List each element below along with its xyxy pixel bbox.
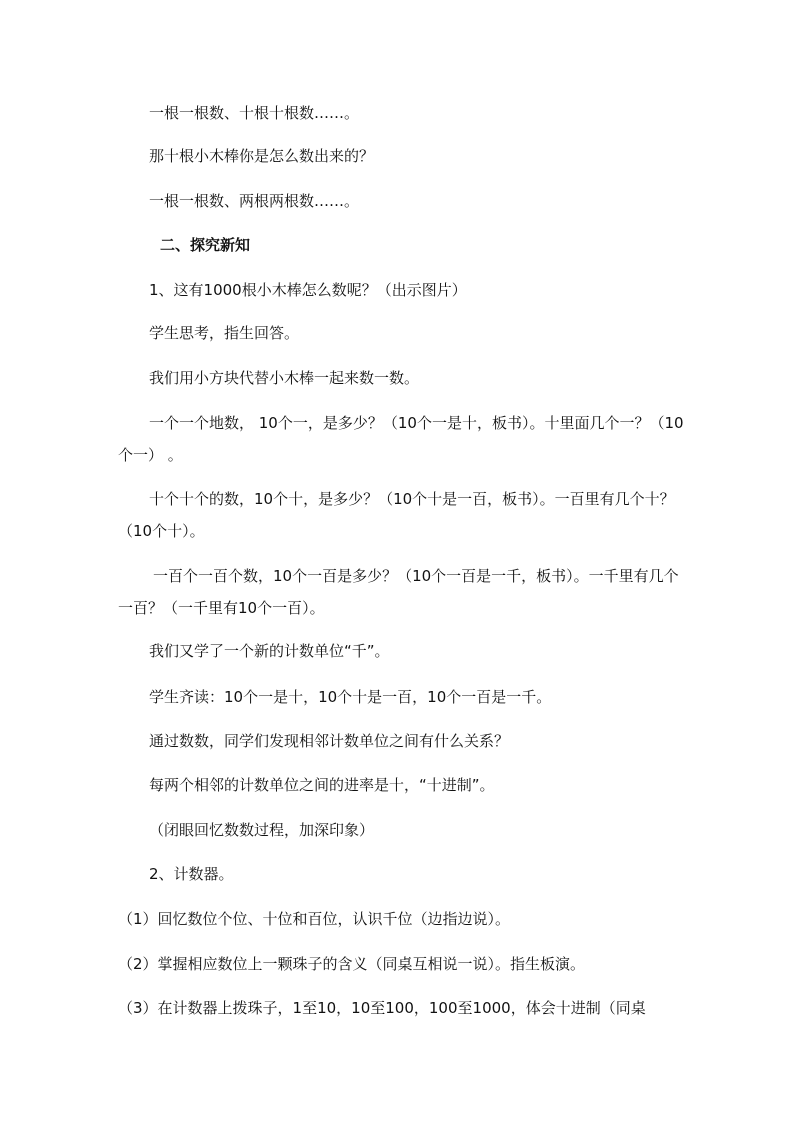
paragraph-unit-relationship: 通过数数，同学们发现相邻计数单位之间有什么关系？ <box>149 732 510 750</box>
section-heading-explore: 二、探究新知 <box>160 236 251 254</box>
paragraph-counting-sticks: 一根一根数、十根十根数……。 <box>149 104 360 122</box>
paragraph-count-by-ones: 一个一个地数， 10个一，是多少？（10个一是十，板书）。十里面几个一？（10个一） 。 <box>118 414 684 464</box>
paragraph-decimal-system: 每两个相邻的计数单位之间的进率是十，“十进制”。 <box>149 776 495 794</box>
paragraph-use-blocks: 我们用小方块代替小木棒一起来数一数。 <box>149 369 420 387</box>
paragraph-students-read: 学生齐读：10个一是十，10个十是一百，10个一百是一千。 <box>149 688 552 706</box>
paragraph-count-by-hundreds: 一百个一百个数，10个一百是多少？（10个一百是一千，板书）。一千里有几个一百？（一千里有10个一百）。 <box>118 567 679 617</box>
paragraph-count-by-tens: 十个十个的数，10个十，是多少？（10个十是一百，板书）。一百里有几个十？（10个十）。 <box>118 490 675 540</box>
paragraph-1000-sticks: 1、这有1000根小木棒怎么数呢？（出示图片） <box>149 281 467 299</box>
paragraph-step-3: （3）在计数器上拨珠子，1至10，10至100，100至1000，体会十进制（同桌 <box>118 999 646 1017</box>
paragraph-close-eyes: （闭眼回忆数数过程，加深印象） <box>149 821 375 839</box>
paragraph-question-ten-sticks: 那十根小木棒你是怎么数出来的？ <box>149 147 375 165</box>
paragraph-step-1: （1）回忆数位个位、十位和百位，认识千位（边指边说）。 <box>118 910 511 928</box>
paragraph-step-2: （2）掌握相应数位上一颗珠子的含义（同桌互相说一说）。指生板演。 <box>118 955 586 973</box>
paragraph-abacus-heading: 2、计数器。 <box>149 865 234 883</box>
paragraph-students-think: 学生思考，指生回答。 <box>149 324 300 342</box>
paragraph-counting-by-twos: 一根一根数、两根两根数……。 <box>149 192 360 210</box>
paragraph-new-unit-thousand: 我们又学了一个新的计数单位“千”。 <box>149 642 390 660</box>
